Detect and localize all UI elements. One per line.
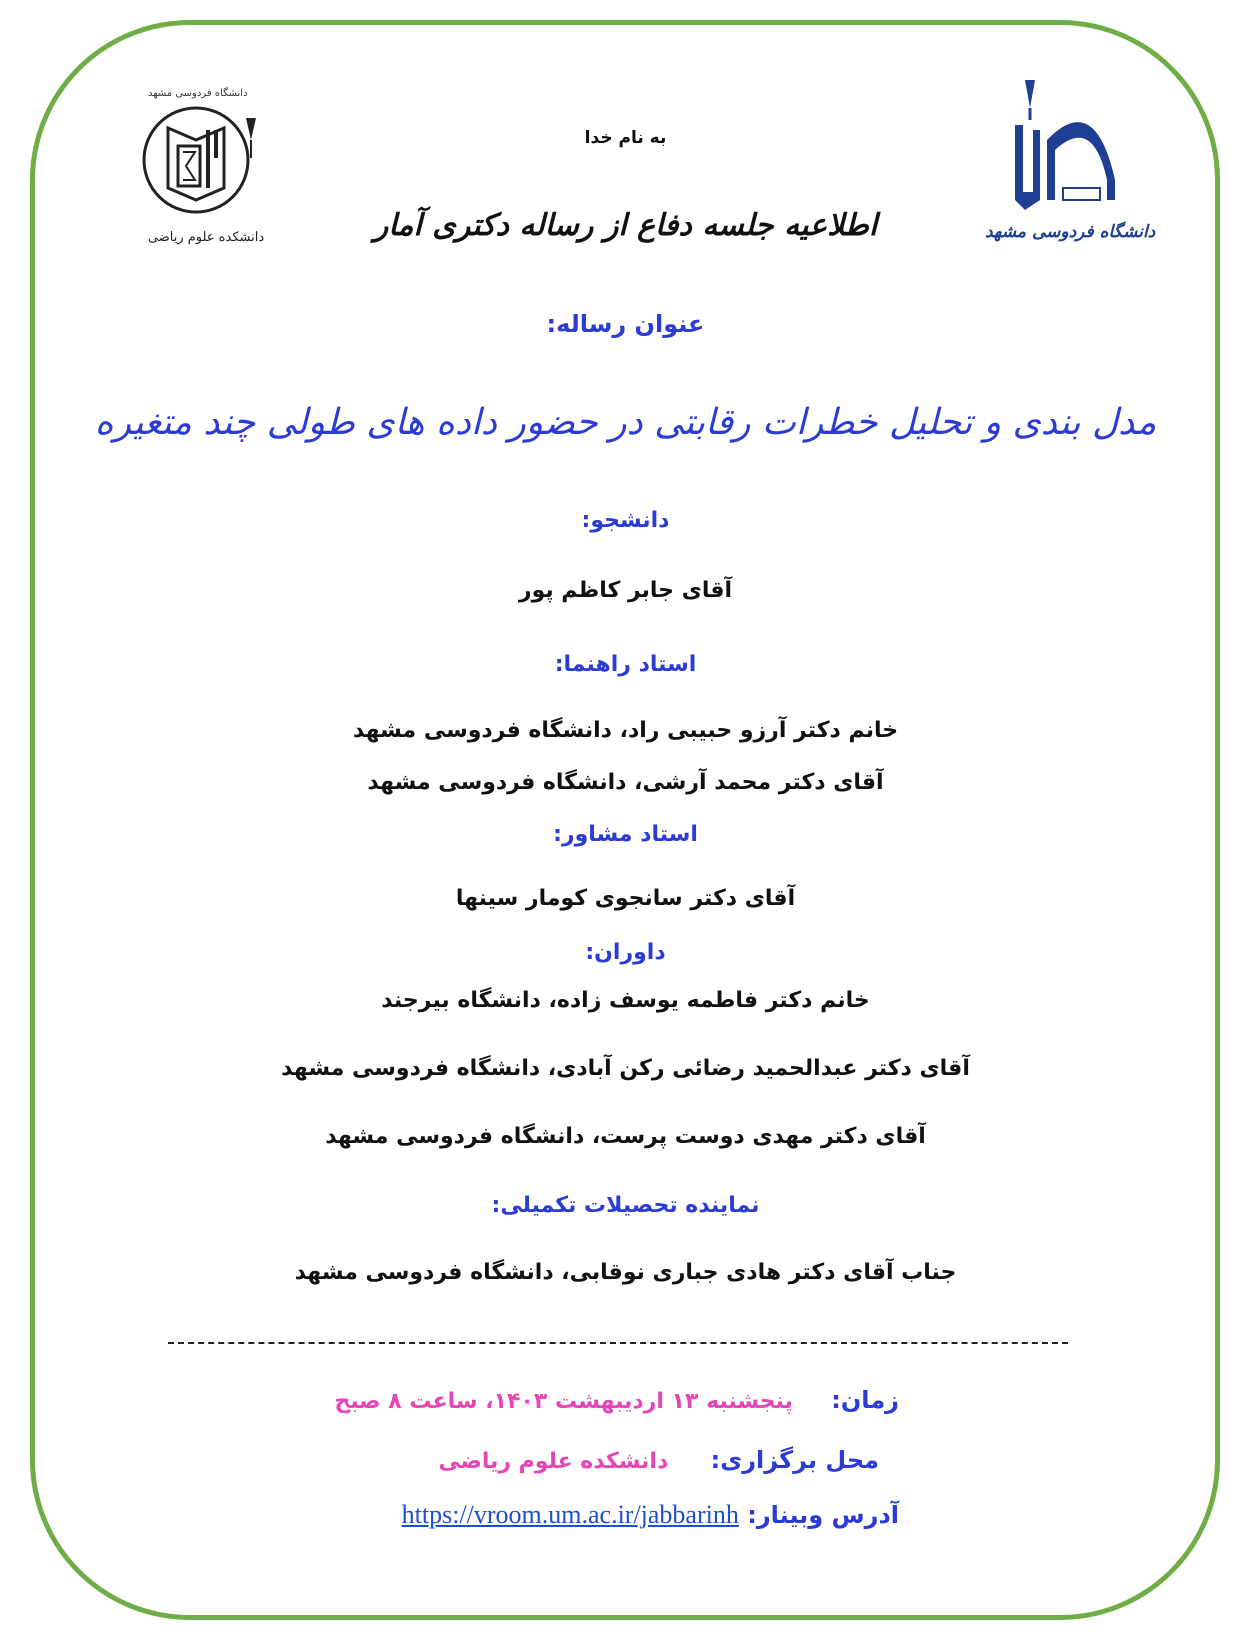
supervisor-2: آقای دکتر محمد آرشی، دانشگاه فردوسی مشهد	[367, 770, 884, 795]
place-label: محل برگزاری:	[710, 1446, 879, 1474]
thesis-title: مدل بندی و تحلیل خطرات رقابتی در حضور داده های طولی چند متغیره	[94, 402, 1157, 443]
referee-2: آقای دکتر عبدالحمید رضائی رکن آبادی، دانشگاه فردوسی مشهد	[281, 1056, 970, 1081]
thesis-title-label: عنوان رساله:	[546, 310, 705, 338]
representative-name: جناب آقای دکتر هادی جباری نوقابی، دانشگاه فردوسی مشهد	[294, 1260, 957, 1285]
time-label: زمان:	[831, 1386, 899, 1414]
separator-line	[168, 1342, 1068, 1344]
time-row	[334, 1386, 899, 1414]
time-value: پنجشنبه ۱۳ اردیبهشت ۱۴۰۳، ساعت ۸ صبح	[334, 1389, 793, 1414]
supervisor-1: خانم دکتر آرزو حبیبی راد، دانشگاه فردوسی مشهد	[352, 718, 899, 743]
place-value: دانشکده علوم ریاضی	[438, 1449, 669, 1474]
student-name: آقای جابر کاظم پور	[518, 578, 733, 603]
advisor-name: آقای دکتر سانجوی کومار سینها	[455, 886, 796, 911]
referee-3: آقای دکتر مهدی دوست پرست، دانشگاه فردوسی مشهد	[325, 1124, 926, 1149]
faculty-logo-text: دانشکده علوم ریاضی	[147, 230, 265, 245]
webinar-label: آدرس وبینار:	[747, 1501, 899, 1529]
university-logo-text: دانشگاه فردوسی مشهد	[985, 222, 1156, 242]
referee-1: خانم دکتر فاطمه یوسف زاده، دانشگاه بیرجند	[381, 988, 870, 1013]
supervisor-label: استاد راهنما:	[554, 652, 697, 677]
webinar-link[interactable]: https://vroom.um.ac.ir/jabbarinh	[401, 1500, 739, 1529]
student-label: دانشجو:	[581, 508, 670, 533]
place-row	[438, 1446, 879, 1474]
faculty-logo-arc-text: دانشگاه فردوسی مشهد	[148, 88, 248, 99]
webinar-row	[402, 1500, 899, 1530]
basmala: به نام خدا	[584, 128, 667, 148]
announcement-title: اطلاعیه جلسه دفاع از رساله دکتری آمار	[373, 208, 878, 243]
advisor-label: استاد مشاور:	[553, 822, 698, 847]
representative-label: نماینده تحصیلات تکمیلی:	[491, 1193, 760, 1218]
referees-label: داوران:	[585, 940, 666, 965]
